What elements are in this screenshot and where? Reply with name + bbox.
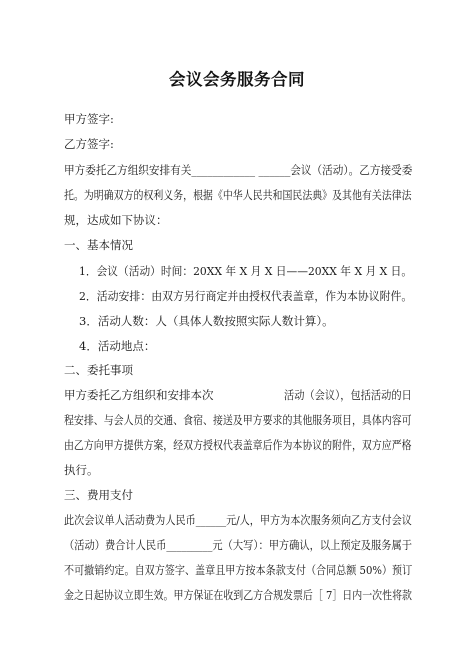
payment-line: 不可撤销约定。自双方签字、盖章且甲方按本条款支付（合同总额 50%）预订 xyxy=(64,563,413,577)
party-b-signature-label: 乙方签字: xyxy=(64,137,114,151)
payment-line: 此次会议单人活动费为人民币______元/人，甲方为本次服务须向乙方支付会议 xyxy=(64,513,412,527)
intro-line: 甲方委托乙方组织安排有关____________ ______会议（活动）。乙方接受委 xyxy=(64,163,413,177)
entrusted-matters-line: 程安排、与会人员的交通、食宿、接送及甲方要求的其他服务项目，具体内容可 xyxy=(64,413,412,427)
entrusted-matters-line: 活动（会议），包括活动的日 xyxy=(284,388,412,402)
payment-line: 金之日起协议立即生效。甲方保证在收到乙方合规发票后［ 7］日内一次性将款 xyxy=(64,588,412,602)
entrusted-matters-line: 由乙方向甲方提供方案，经双方授权代表盖章后作为本协议的附件，双方应严格 xyxy=(64,438,412,452)
list-item: 3．活动人数：人（具体人数按照实际人数计算）。 xyxy=(79,314,334,328)
entrusted-matters-line: 执行。 xyxy=(64,463,99,477)
list-item: 1．会议（活动）时间：20XX 年 X 月 X 日——20XX 年 X 月 X 日。 xyxy=(79,264,413,278)
section-heading-basic-info: 一、基本情况 xyxy=(64,238,133,252)
list-item: 2．活动安排：由双方另行商定并由授权代表盖章，作为本协议附件。 xyxy=(79,289,413,303)
section-heading-payment: 三、费用支付 xyxy=(64,488,133,502)
intro-line: 托。为明确双方的权利义务，根据《中华人民共和国民法典》及其他有关法律法 xyxy=(64,188,412,202)
document-title: 会议会务服务合同 xyxy=(169,70,305,89)
party-a-signature-label: 甲方签字: xyxy=(64,112,114,126)
list-item: 4．活动地点： xyxy=(79,339,156,353)
intro-line: 规，达成如下协议： xyxy=(64,213,168,227)
entrusted-matters-line: 甲方委托乙方组织和安排本次 xyxy=(64,388,214,402)
section-heading-entrusted-matters: 二、委托事项 xyxy=(64,363,133,377)
payment-line: （活动）费合计人民币_________元（大写）：甲方确认，以上预定及服务属于 xyxy=(64,538,412,552)
